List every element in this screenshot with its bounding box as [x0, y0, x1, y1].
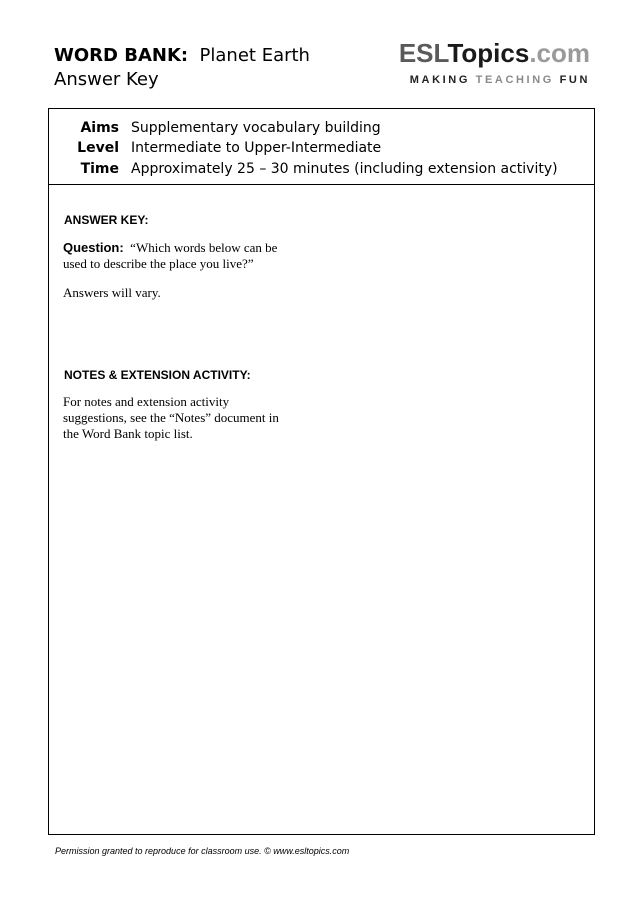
- logo-tagline: [399, 74, 590, 86]
- logo-part-com: .com: [529, 38, 590, 68]
- answer-text: Answers will vary.: [63, 285, 161, 300]
- tagline-teaching: TEACHING: [475, 74, 554, 86]
- worksheet-frame: [48, 108, 595, 835]
- logo-part-esl: ESL: [398, 38, 448, 68]
- page-subtitle: Answer Key: [54, 69, 159, 90]
- info-box: [49, 109, 594, 185]
- footer-permission: Permission granted to reproduce for classroom use. © www.esltopics.com: [55, 846, 350, 856]
- question-block: [63, 240, 303, 272]
- answer-key-heading: ANSWER KEY:: [64, 213, 149, 227]
- notes-heading: NOTES & EXTENSION ACTIVITY:: [64, 368, 251, 382]
- time-label: Time: [80, 161, 119, 177]
- tagline-fun: FUN: [559, 74, 590, 86]
- esltopics-logo: [399, 38, 590, 86]
- level-value: Intermediate to Upper-Intermediate: [131, 140, 382, 156]
- page-header: [54, 44, 310, 92]
- logo-part-topics: Topics: [447, 38, 530, 68]
- question-text: “Which words below can be used to describe the place you live?”: [63, 240, 278, 271]
- logo-wordmark: [399, 38, 590, 68]
- tagline-making: MAKING: [409, 74, 471, 86]
- title-topic: Planet Earth: [199, 45, 310, 66]
- page-title: [54, 44, 310, 68]
- aims-value: Supplementary vocabulary building: [131, 120, 381, 136]
- title-label: WORD BANK:: [54, 45, 189, 66]
- aims-label: Aims: [80, 120, 119, 136]
- question-label: Question:: [63, 240, 124, 255]
- time-value: Approximately 25 – 30 minutes (including extension activity): [131, 161, 558, 177]
- level-label: Level: [77, 140, 119, 156]
- notes-text: For notes and extension activity suggestions, see the “Notes” document in the Word Bank topic list.: [63, 394, 279, 441]
